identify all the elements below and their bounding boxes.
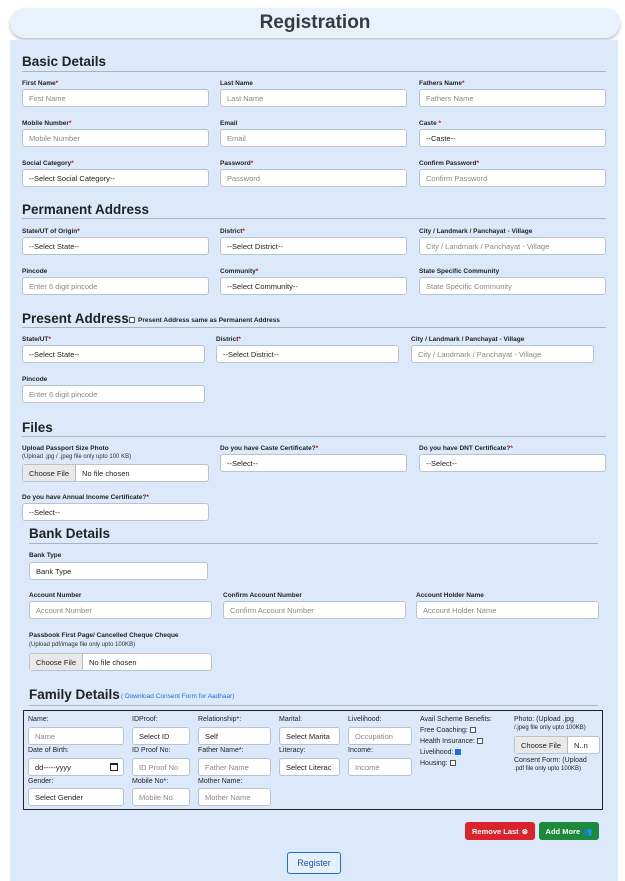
income-label: Income: [348,747,373,754]
divider [22,71,606,72]
literacy-label: Literacy: [279,747,306,754]
member-mobile-label: Mobile No*: [132,778,169,785]
member-photo-hint: /.jpeg file only upto 100KB) [514,725,586,731]
divider [29,705,598,706]
mother-name-label: Mother Name: [198,778,243,785]
income-input[interactable]: Income [348,758,412,776]
same-as-permanent[interactable]: Present Address same as Permanent Address [129,317,280,324]
bank-details-heading: Bank Details [29,526,111,541]
divider [22,436,606,437]
community-label: Community* [220,268,259,275]
livelihood-label: Livelihood: [348,716,382,723]
files-heading: Files [22,420,53,435]
bank-type-select[interactable]: Bank Type [29,562,208,580]
present-address-heading: Present Address [22,311,129,326]
no-file-text: No file chosen [89,657,137,667]
present-state-label: State/UT* [22,336,51,343]
divider [22,218,606,219]
literacy-select[interactable]: Select Literac [279,758,340,776]
state-community-label: State Specific Community [419,268,500,275]
health-insurance-option[interactable]: Health Insurance: [420,738,483,745]
pincode-label: Pincode [22,268,48,275]
livelihood-option[interactable]: Livelihood: [420,749,461,756]
pincode-input[interactable]: Enter 6 digit pincode [22,277,209,295]
present-district-select[interactable]: --Select District-- [216,345,399,363]
last-name-input[interactable]: Last Name [220,89,407,107]
housing-option[interactable]: Housing: [420,760,456,767]
passbook-file-input[interactable] [29,653,212,671]
choose-file-button[interactable]: Choose File [23,465,76,481]
gender-select[interactable]: Select Gender [28,788,124,806]
member-name-input[interactable]: Name [28,727,124,745]
social-category-select[interactable]: --Select Social Category-- [22,169,209,187]
relationship-select[interactable]: Self [198,727,271,745]
caste-cert-select[interactable]: --Select-- [220,454,407,472]
account-holder-input[interactable]: Account Holder Name [416,601,599,619]
consent-form-label: Consent Form: (Upload [514,757,587,764]
mother-name-input[interactable]: Mother Name [198,788,271,806]
dnt-cert-label: Do you have DNT Certificate?* [419,445,513,452]
page-header [10,8,620,38]
confirm-account-label: Confirm Account Number [223,592,302,599]
page-title: Registration [259,12,371,33]
present-pincode-label: Pincode [22,376,48,383]
last-name-label: Last Name [220,80,253,87]
no-file-text: No file chosen [82,468,130,478]
member-photo-label: Photo: (Upload .jpg [514,716,574,723]
add-more-button[interactable]: Add More 👥 [539,822,599,840]
father-name-input[interactable]: Father Name [198,758,271,776]
account-holder-label: Account Holder Name [416,592,484,599]
passbook-label: Passbook First Page/ Cancelled Cheque Cheque [29,632,179,639]
present-city-label: City / Landmark / Panchayat - Village [411,336,525,343]
remove-icon: ⊗ [521,826,528,836]
family-member-card [23,710,603,810]
benefits-label: Avail Scheme Benefits: [420,716,492,723]
first-name-input[interactable]: First Name [22,89,209,107]
state-origin-label: State/UT of Origin* [22,228,80,235]
photo-file-input[interactable] [22,464,209,482]
income-cert-label: Do you have Annual Income Certificate?* [22,494,149,501]
mobile-input[interactable]: Mobile Number [22,129,209,147]
livelihood-input[interactable]: Occupation [348,727,412,745]
social-category-label: Social Category* [22,160,74,167]
health-insurance-checkbox[interactable] [477,738,483,744]
mobile-label: Mobile Number* [22,120,72,127]
confirm-password-input[interactable]: Confirm Password [419,169,606,187]
city-label: City / Landmark / Panchayat - Village [419,228,533,235]
dob-input[interactable] [28,758,124,776]
idproof-label: IDProof: [132,716,158,723]
same-as-permanent-checkbox[interactable] [129,317,135,323]
permanent-address-heading: Permanent Address [22,202,150,217]
bank-type-label: Bank Type [29,552,62,559]
community-select[interactable]: --Select Community-- [220,277,407,295]
state-community-input[interactable]: State Specific Community [419,277,606,295]
idproof-no-input[interactable]: ID Proof No [132,758,190,776]
member-name-label: Name: [28,716,49,723]
divider [22,327,606,328]
idproof-no-label: ID Proof No: [132,747,171,754]
marital-select[interactable]: Select Marita [279,727,340,745]
livelihood-checkbox[interactable] [455,749,461,755]
present-state-select[interactable]: --Select State-- [22,345,205,363]
photo-upload-hint: (Upload .jpg / .jpeg file only upto 100 KB) [22,454,132,460]
caste-select[interactable]: --Caste-- [419,129,606,147]
fathers-name-input[interactable]: Fathers Name [419,89,606,107]
present-city-input[interactable]: City / Landmark / Panchayat - Village [411,345,594,363]
register-button[interactable]: Register [287,852,341,874]
free-coaching-option[interactable]: Free Coaching: [420,727,476,734]
confirm-account-input[interactable]: Confirm Account Number [223,601,406,619]
consent-form-hint: .pdf file only upto 100KB) [514,766,582,772]
idproof-select[interactable]: Select ID [132,727,190,745]
family-details-heading: Family Details [29,687,120,702]
relationship-label: Relationship*: [198,716,242,723]
no-file-text: N..n [574,740,588,750]
divider [29,543,598,544]
consent-download-link[interactable]: ( Download Consent Form for Aadhaar) [121,693,235,700]
account-number-input[interactable]: Account Number [29,601,212,619]
housing-checkbox[interactable] [450,760,456,766]
gender-label: Gender: [28,778,54,785]
caste-cert-label: Do you have Caste Certificate?* [220,445,319,452]
email-input[interactable]: Email [220,129,407,147]
father-name-label: Father Name*: [198,747,244,754]
caste-label: Caste * [419,120,442,127]
password-label: Password* [220,160,254,167]
add-user-icon: 👥 [583,826,593,836]
dnt-cert-select[interactable]: --Select-- [419,454,606,472]
basic-details-heading: Basic Details [22,54,107,69]
district-select[interactable]: --Select District-- [220,237,407,255]
city-input[interactable]: City / Landmark / Panchayat - Village [419,237,606,255]
remove-last-button[interactable]: Remove Last ⊗ [465,822,535,840]
passbook-hint: (Upload pdf/image file only upto 100KB) [29,642,136,648]
dob-placeholder: dd-----yyyy [35,762,71,772]
email-label: Email [220,120,238,127]
free-coaching-checkbox[interactable] [470,727,476,733]
district-label: District* [220,228,245,235]
member-photo-file-input[interactable] [514,736,600,754]
choose-file-button[interactable]: Choose File [515,737,568,753]
calendar-icon[interactable] [110,763,118,771]
income-cert-select[interactable]: --Select-- [22,503,209,521]
confirm-password-label: Confirm Password* [419,160,479,167]
marital-label: Marital: [279,716,302,723]
present-district-label: District* [216,336,241,343]
photo-upload-label: Upload Passport Size Photo [22,445,109,452]
password-input[interactable]: Password [220,169,407,187]
choose-file-button[interactable]: Choose File [30,654,83,670]
fathers-name-label: Fathers Name* [419,80,465,87]
dob-label: Date of Birth: [28,747,69,754]
account-number-label: Account Number [29,592,82,599]
present-pincode-input[interactable]: Enter 6 digit pincode [22,385,205,403]
first-name-label: First Name* [22,80,59,87]
member-mobile-input[interactable]: Mobile No [132,788,190,806]
state-origin-select[interactable]: --Select State-- [22,237,209,255]
